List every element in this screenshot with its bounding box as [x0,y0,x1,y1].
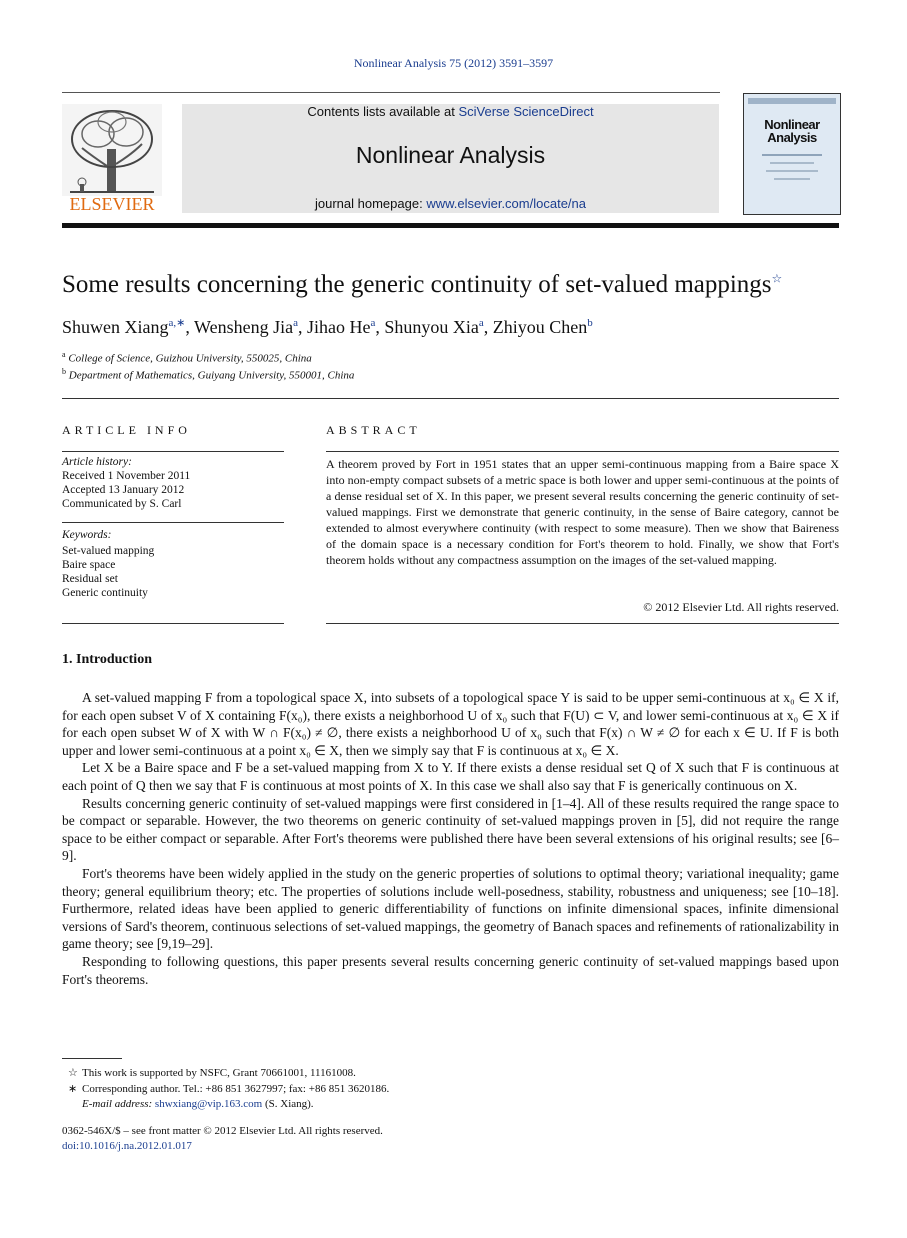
doi-link[interactable]: doi:10.1016/j.na.2012.01.017 [62,1140,192,1152]
author-name: Shunyou Xia [384,317,479,337]
author-affiliation-mark[interactable]: a,∗ [168,317,186,329]
email-label: E-mail address: [82,1098,155,1110]
email-link[interactable]: shwxiang@vip.163.com [154,1098,263,1110]
affiliation-text: College of Science, Guizhou University, 550025, China [68,352,312,365]
cover-line [766,170,818,172]
received-date: Received 1 November 2011 [62,470,191,482]
abstract-rule [326,451,839,452]
homepage-prefix: journal homepage: [315,196,427,211]
cover-band [748,98,836,104]
abstract-text: A theorem proved by Fort in 1951 states that an upper semi-continuous mapping from a Baire space X into non-empty compact subsets of a metric space is both lower and upper semi-continuous at the points of a dense residual set of X. In this paper, we present several results concerning the generic continuity of set-valued mappings. First we demonstrate that generic continuity, in the sense of Baire category, cannot be extended to almost everywhere continuity (with respect to some measure). Then we show that Baireness of the domain space is a necessary condition for Fort's theorem to hold. Finally, we show that Fort's theorem holds without any compactness assumption on the images of the set-valued mapping. [326,457,839,567]
publisher-wordmark: ELSEVIER [69,194,155,214]
corresponding-footnote [68,1082,389,1095]
cover-title: Nonlinear Analysis [764,117,820,145]
affiliation-text: Department of Mathematics, Guiyang University, 550001, China [68,369,355,382]
keywords-label: Keywords: [62,529,112,541]
support-text: This work is supported by NSFC, Grant 70661001, 11161008. [82,1067,356,1079]
author-name: Wensheng Jia [194,317,294,337]
author-affiliation-mark[interactable]: a [478,317,484,329]
corresponding-text: Corresponding author. Tel.: +86 851 3627997; fax: +86 851 3620186. [82,1083,390,1095]
body-paragraph: Results concerning generic continuity of set-valued mappings were first considered in [1–4]. All of these results required the range space to be compact or separable. However, the two theorems on generic continuity of set-valued mappings proven in [5], did not require the range space to be either compact or separable. After Fort's theorems were published there have been several extensions of his original results; see [6–9]. [62,795,839,864]
title-footnote-mark[interactable]: ☆ [771,271,783,286]
keyword: Generic continuity [62,587,148,599]
email-suffix: (S. Xiang). [262,1098,314,1110]
journal-cover-thumbnail[interactable] [743,93,841,215]
sciencedirect-link[interactable]: SciVerse ScienceDirect [458,104,594,119]
author-affiliation-mark[interactable]: a [370,317,376,329]
affiliation-mark: a [62,350,66,359]
homepage-link[interactable]: www.elsevier.com/locate/na [426,196,586,211]
author-name: Zhiyou Chen [492,317,588,337]
title-text: Some results concerning the generic continuity of set-valued mappings [62,271,772,298]
affiliation-mark: b [62,367,66,376]
communicated-by: Communicated by S. Carl [62,498,182,510]
copyright-notice: © 2012 Elsevier Ltd. All rights reserved. [643,600,839,614]
info-rule [62,522,284,523]
keyword: Baire space [62,559,116,571]
front-matter: 0362-546X/$ – see front matter © 2012 Elsevier Ltd. All rights reserved. [62,1125,383,1137]
footnote-mark: ☆ [68,1067,78,1079]
contents-line [182,104,719,119]
cover-line [774,178,810,180]
homepage-line [182,196,719,211]
footnote-mark: ∗ [68,1083,78,1095]
email-footnote [82,1098,314,1110]
article-info-heading: ARTICLE INFO [62,423,191,437]
support-footnote [68,1066,356,1079]
author-name: Shuwen Xiang [62,317,169,337]
journal-name: Nonlinear Analysis [355,142,546,168]
author-affiliation-mark[interactable]: a [293,317,298,329]
abstract-heading: ABSTRACT [326,423,421,437]
body-paragraph: Responding to following questions, this paper presents several results concerning generic continuity of set-valued mappings based upon Fort's theorems. [62,953,839,987]
cover-line [770,162,814,164]
keyword: Residual set [62,573,118,585]
body-paragraph: A set-valued mapping F from a topological space X, into subsets of a topological space Y is said to be upper semi-continuous at x₀ ∈ X if, for each open subset V of X containing F(x₀), there exists a neighborhood U of x₀ such that F(U) ⊂ V, and lower semi-continuous at x₀ ∈ X if for each open subset W of X with W ∩ F(x₀) ≠ ∅, there exists a neighborhood U of x₀ such that F(x) ∩ W ≠ ∅ for each x ∈ U. If F is both upper and lower semi-continuous at a point x₀ ∈ X, then we simply say that F is continuous at x₀ ∈ X. [62,690,839,758]
footnote-rule [62,1058,122,1059]
header-rule [62,92,720,93]
author-name: Jihao He [306,317,371,337]
history-label: Article history: [62,456,132,468]
section-body [62,689,839,988]
keyword: Set-valued mapping [62,545,155,557]
elsevier-logo [62,104,162,216]
info-rule [62,451,284,452]
accepted-date: Accepted 13 January 2012 [62,484,185,496]
body-paragraph: Let X be a Baire space and F be a set-valued mapping from X to Y. If there exists a dense residual set Q of X such that F is continuous at each point of Q then we say that F is continuous at most points of X. In this case we shall also say that F is generically continuous on X. [62,760,839,793]
section-rule [62,398,839,399]
author-list: Shuwen Xiang$^{a,∗}$, Wensheng Jia$^a$, Jihao He$^a$, Shunyou Xia$^a$, Zhiyou Chen$^b$ [62,317,593,337]
section-heading: 1. Introduction [62,652,152,667]
affiliation [62,367,354,382]
contents-prefix: Contents lists available at [307,104,459,119]
info-rule [62,623,284,624]
cover-line [762,154,822,156]
journal-reference[interactable]: Nonlinear Analysis 75 (2012) 3591–3597 [353,56,554,70]
abstract-rule [326,623,839,624]
body-paragraph: Fort's theorems have been widely applied in the study on the generic properties of solutions to optimal theory; variational inequality; game theory; general equilibrium theory; etc. The properties of solutions include well-posedness, stability, robustness and uniqueness; see [10–18]. Furthermore, related ideas have been applied to generic differentiability of functions on infinite dimensional spaces, infinite dimensional versions of Sard's theorem, continuous selections of set-valued mappings, the geometry of Banach spaces and refinements of rationalizability in game theory; see [9,19–29]. [62,865,839,952]
article-title [62,271,782,299]
header-thick-rule [62,223,839,228]
author-affiliation-mark[interactable]: b [587,317,593,329]
affiliation [62,350,312,365]
